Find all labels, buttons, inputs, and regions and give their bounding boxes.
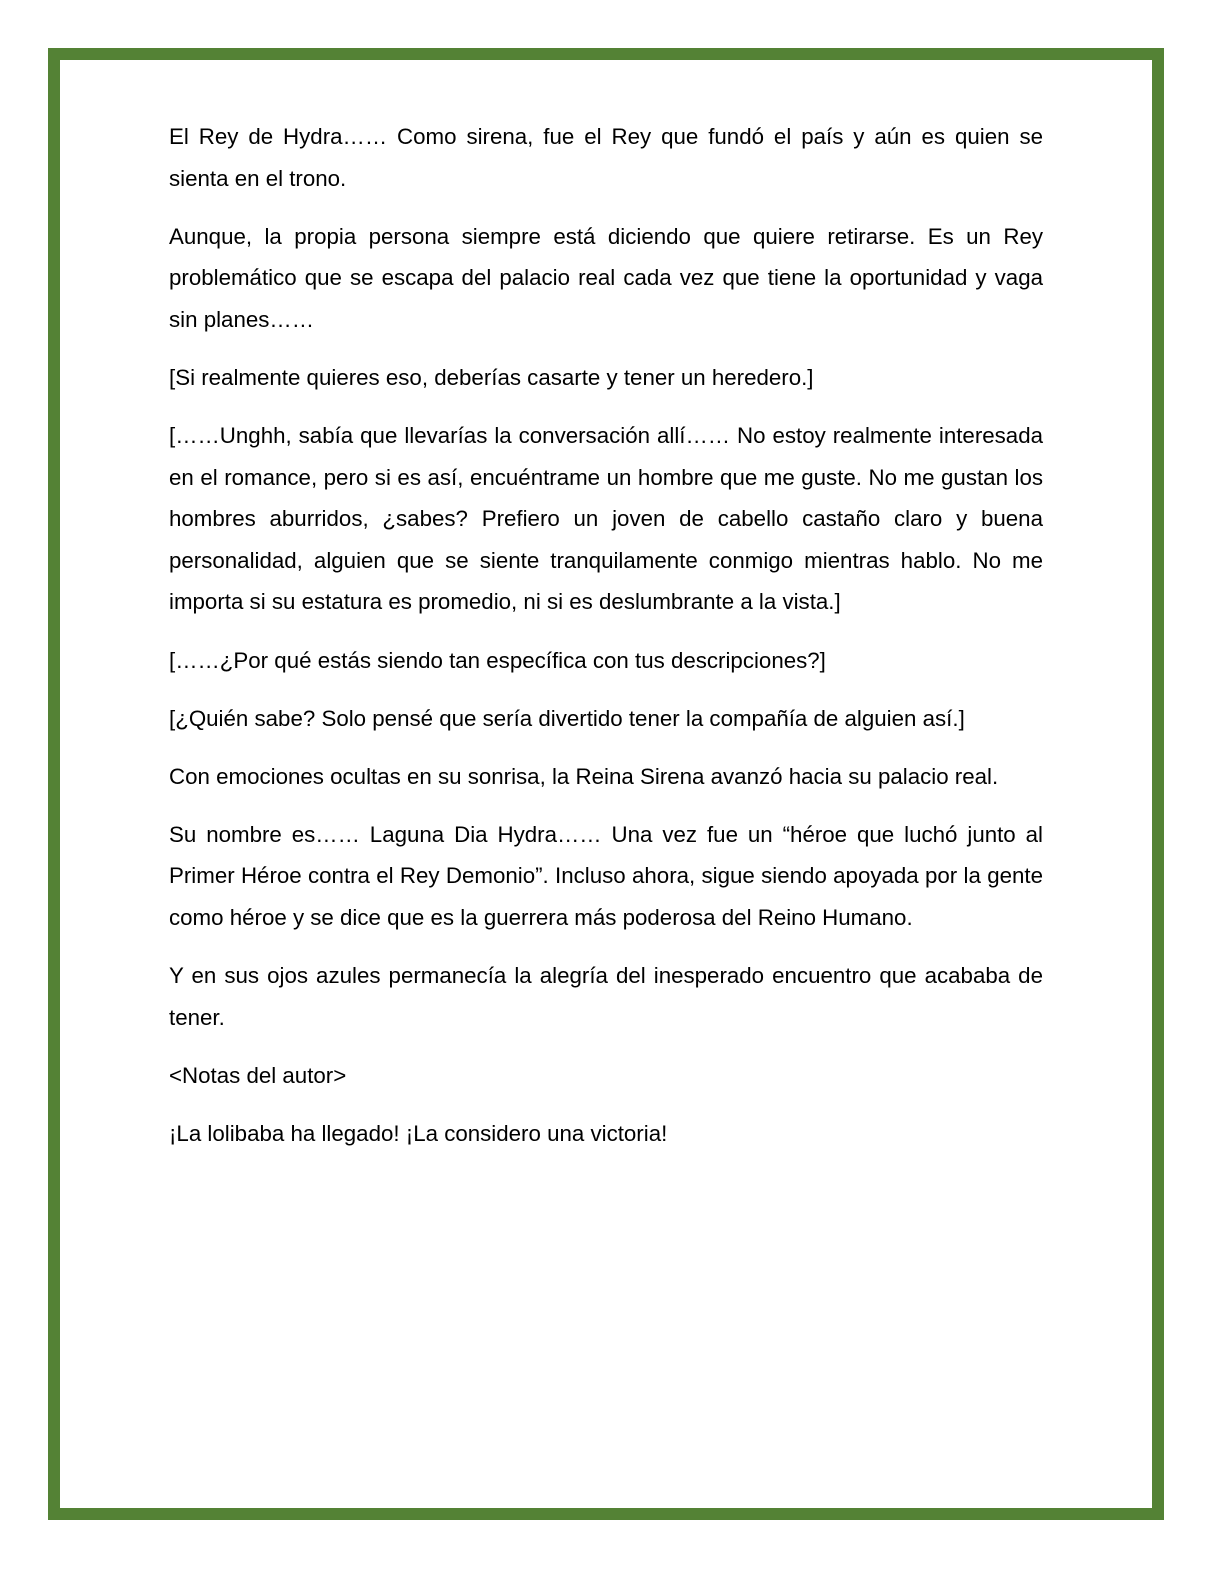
paragraph: El Rey de Hydra…… Como sirena, fue el Rey que fundó el país y aún es quien se sienta en el trono. (169, 124, 1043, 191)
paragraph: Y en sus ojos azules permanecía la alegría del inesperado encuentro que acababa de tener. (169, 963, 1043, 1030)
paragraph: Aunque, la propia persona siempre está diciendo que quiere retirarse. Es un Rey problemático que se escapa del palacio real cada vez que tiene la oportunidad y vaga sin planes…… (169, 223, 1043, 332)
dialogue-paragraph: [……¿Por qué estás siendo tan específica con tus descripciones?] (169, 647, 826, 673)
dialogue-paragraph: [¿Quién sabe? Solo pensé que sería divertido tener la compañía de alguien así.] (169, 705, 965, 731)
paragraph: Con emociones ocultas en su sonrisa, la Reina Sirena avanzó hacia su palacio real. (169, 763, 999, 789)
dialogue-paragraph: [Si realmente quieres eso, deberías casarte y tener un heredero.] (169, 364, 814, 390)
document-body (169, 116, 1043, 1171)
author-notes-heading: <Notas del autor> (169, 1062, 347, 1088)
author-note: ¡La lolibaba ha llegado! ¡La considero una victoria! (169, 1120, 668, 1146)
dialogue-paragraph: [……Unghh, sabía que llevarías la conversación allí…… No estoy realmente interesada en el romance, pero si es así, encuéntrame un hombre que me guste. No me gustan los hombres aburridos, ¿sabes? Prefiero un joven de cabello castaño claro y buena personalidad, alguien que se siente tranquilamente conmigo mientras hablo. No me importa si su estatura es promedio, ni si es deslumbrante a la vista.] (169, 423, 1043, 615)
paragraph: Su nombre es…… Laguna Dia Hydra…… Una vez fue un “héroe que luchó junto al Primer Héroe contra el Rey Demonio”. Incluso ahora, sigue siendo apoyada por la gente como héroe y se dice que es la guerrera más poderosa del Reino Humano. (169, 821, 1043, 930)
